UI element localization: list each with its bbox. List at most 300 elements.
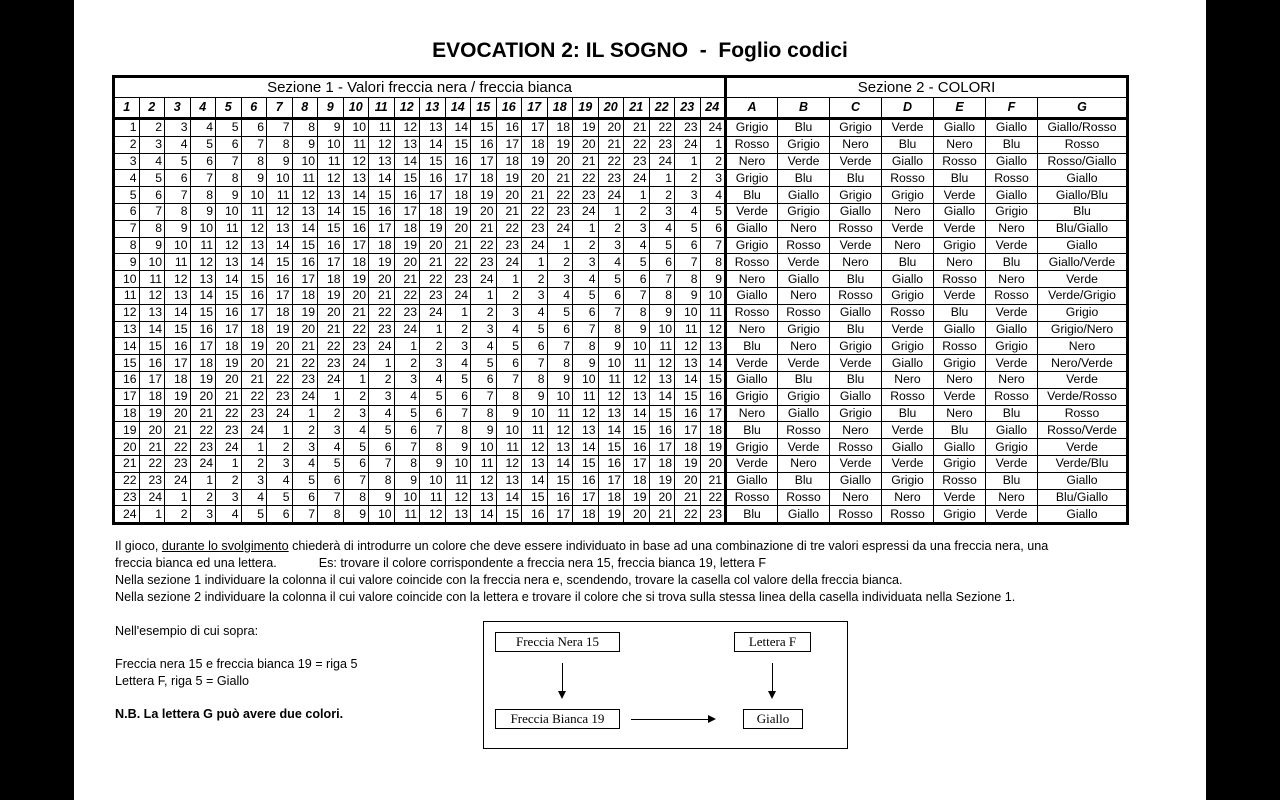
number-cell: 23 bbox=[522, 220, 548, 237]
number-cell: 8 bbox=[700, 254, 726, 271]
color-cell: Giallo bbox=[830, 472, 882, 489]
number-cell: 2 bbox=[267, 439, 293, 456]
number-cell: 18 bbox=[292, 287, 318, 304]
number-cell: 20 bbox=[649, 489, 675, 506]
number-cell: 24 bbox=[190, 455, 216, 472]
number-cell: 14 bbox=[241, 254, 267, 271]
number-cell: 24 bbox=[241, 422, 267, 439]
number-cell: 24 bbox=[420, 304, 446, 321]
color-cell: Grigio/Nero bbox=[1038, 321, 1128, 338]
number-cell: 24 bbox=[522, 237, 548, 254]
color-cell: Verde bbox=[986, 455, 1038, 472]
number-cell: 20 bbox=[292, 321, 318, 338]
number-cell: 11 bbox=[624, 355, 650, 372]
number-cell: 22 bbox=[394, 287, 420, 304]
color-cell: Rosso bbox=[986, 388, 1038, 405]
color-cell: Rosso/Giallo bbox=[1038, 153, 1128, 170]
number-cell: 1 bbox=[343, 371, 369, 388]
number-cell: 9 bbox=[445, 439, 471, 456]
number-cell: 7 bbox=[598, 304, 624, 321]
number-cell: 24 bbox=[700, 119, 726, 137]
color-cell: Blu bbox=[986, 136, 1038, 153]
number-cell: 18 bbox=[496, 153, 522, 170]
number-column-header: 23 bbox=[675, 98, 701, 119]
color-cell: Verde bbox=[778, 254, 830, 271]
table-row bbox=[114, 455, 1128, 472]
number-cell: 9 bbox=[292, 136, 318, 153]
number-cell: 8 bbox=[522, 371, 548, 388]
number-cell: 23 bbox=[190, 439, 216, 456]
number-cell: 16 bbox=[624, 439, 650, 456]
number-cell: 17 bbox=[190, 338, 216, 355]
number-column-header: 12 bbox=[394, 98, 420, 119]
number-cell: 11 bbox=[292, 170, 318, 187]
number-cell: 1 bbox=[522, 254, 548, 271]
number-cell: 20 bbox=[624, 506, 650, 524]
number-cell: 14 bbox=[598, 422, 624, 439]
number-cell: 2 bbox=[165, 506, 191, 524]
color-cell: Blu bbox=[882, 405, 934, 422]
color-cell: Nero bbox=[882, 237, 934, 254]
number-cell: 2 bbox=[318, 405, 344, 422]
number-cell: 21 bbox=[547, 170, 573, 187]
color-cell: Giallo bbox=[1038, 472, 1128, 489]
number-cell: 18 bbox=[573, 506, 599, 524]
color-cell: Grigio bbox=[934, 237, 986, 254]
color-cell: Verde bbox=[934, 220, 986, 237]
number-cell: 22 bbox=[598, 153, 624, 170]
number-cell: 6 bbox=[675, 237, 701, 254]
color-cell: Nero bbox=[778, 220, 830, 237]
number-cell: 7 bbox=[216, 153, 242, 170]
number-cell: 21 bbox=[394, 271, 420, 288]
table-row bbox=[114, 136, 1128, 153]
number-cell: 2 bbox=[496, 287, 522, 304]
number-cell: 23 bbox=[420, 287, 446, 304]
number-cell: 1 bbox=[496, 271, 522, 288]
number-cell: 2 bbox=[573, 237, 599, 254]
number-cell: 19 bbox=[522, 153, 548, 170]
number-cell: 22 bbox=[165, 439, 191, 456]
color-cell: Grigio bbox=[726, 388, 778, 405]
table-row bbox=[114, 439, 1128, 456]
color-cell: Rosso bbox=[882, 304, 934, 321]
number-cell: 21 bbox=[139, 439, 165, 456]
number-cell: 7 bbox=[496, 371, 522, 388]
number-cell: 3 bbox=[292, 439, 318, 456]
color-cell: Verde bbox=[986, 355, 1038, 372]
color-cell: Blu/Giallo bbox=[1038, 489, 1128, 506]
number-cell: 15 bbox=[496, 506, 522, 524]
number-cell: 11 bbox=[343, 136, 369, 153]
number-cell: 7 bbox=[267, 119, 293, 137]
number-cell: 23 bbox=[114, 489, 140, 506]
color-cell: Nero/Verde bbox=[1038, 355, 1128, 372]
number-cell: 9 bbox=[598, 338, 624, 355]
number-cell: 4 bbox=[496, 321, 522, 338]
color-cell: Rosso bbox=[778, 422, 830, 439]
color-cell: Giallo bbox=[934, 321, 986, 338]
number-cell: 14 bbox=[522, 472, 548, 489]
color-cell: Grigio bbox=[726, 170, 778, 187]
number-cell: 24 bbox=[292, 388, 318, 405]
color-cell: Giallo/Blu bbox=[1038, 187, 1128, 204]
number-cell: 3 bbox=[624, 220, 650, 237]
number-cell: 20 bbox=[675, 472, 701, 489]
number-cell: 13 bbox=[190, 271, 216, 288]
number-cell: 8 bbox=[216, 170, 242, 187]
color-cell: Nero bbox=[1038, 338, 1128, 355]
color-cell: Grigio bbox=[778, 203, 830, 220]
instruction-line-4: Nella sezione 2 individuare la colonna il cui valore coincide con la lettera e trovare il colore che si trova sulla stessa linea della casella individuata nella Sezione 1. bbox=[115, 590, 1016, 604]
number-cell: 20 bbox=[522, 170, 548, 187]
number-cell: 4 bbox=[241, 489, 267, 506]
number-cell: 4 bbox=[267, 472, 293, 489]
number-cell: 24 bbox=[471, 271, 497, 288]
number-cell: 20 bbox=[394, 254, 420, 271]
number-cell: 19 bbox=[496, 170, 522, 187]
number-cell: 21 bbox=[598, 136, 624, 153]
number-cell: 21 bbox=[522, 187, 548, 204]
number-cell: 24 bbox=[649, 153, 675, 170]
number-cell: 22 bbox=[343, 321, 369, 338]
color-cell: Giallo bbox=[986, 321, 1038, 338]
number-cell: 9 bbox=[700, 271, 726, 288]
number-cell: 23 bbox=[241, 405, 267, 422]
number-cell: 15 bbox=[216, 287, 242, 304]
color-cell: Nero bbox=[934, 136, 986, 153]
number-cell: 1 bbox=[649, 170, 675, 187]
number-cell: 4 bbox=[165, 136, 191, 153]
number-cell: 15 bbox=[700, 371, 726, 388]
color-cell: Nero bbox=[726, 153, 778, 170]
number-cell: 10 bbox=[420, 472, 446, 489]
color-cell: Giallo bbox=[726, 472, 778, 489]
number-cell: 20 bbox=[318, 304, 344, 321]
number-cell: 7 bbox=[420, 422, 446, 439]
color-cell: Nero bbox=[726, 405, 778, 422]
number-cell: 8 bbox=[165, 203, 191, 220]
number-cell: 15 bbox=[445, 136, 471, 153]
number-cell: 20 bbox=[267, 338, 293, 355]
number-cell: 12 bbox=[318, 170, 344, 187]
number-cell: 11 bbox=[241, 203, 267, 220]
number-cell: 17 bbox=[114, 388, 140, 405]
number-cell: 7 bbox=[547, 338, 573, 355]
number-cell: 10 bbox=[598, 355, 624, 372]
number-cell: 10 bbox=[292, 153, 318, 170]
number-cell: 1 bbox=[114, 119, 140, 137]
number-cell: 1 bbox=[675, 153, 701, 170]
number-cell: 17 bbox=[496, 136, 522, 153]
number-cell: 22 bbox=[369, 304, 395, 321]
color-cell: Rosso bbox=[726, 136, 778, 153]
number-cell: 4 bbox=[649, 220, 675, 237]
number-cell: 14 bbox=[675, 371, 701, 388]
number-cell: 17 bbox=[649, 439, 675, 456]
number-cell: 2 bbox=[471, 304, 497, 321]
number-cell: 13 bbox=[420, 119, 446, 137]
number-cell: 19 bbox=[216, 355, 242, 372]
number-cell: 17 bbox=[471, 153, 497, 170]
number-cell: 22 bbox=[649, 119, 675, 137]
color-cell: Verde bbox=[778, 355, 830, 372]
example-note: N.B. La lettera G può avere due colori. bbox=[115, 707, 344, 721]
color-cell: Giallo bbox=[934, 439, 986, 456]
number-cell: 5 bbox=[598, 271, 624, 288]
diagram-arrow-down-right-head bbox=[768, 691, 776, 699]
number-cell: 19 bbox=[394, 237, 420, 254]
number-column-header: 24 bbox=[700, 98, 726, 119]
number-cell: 22 bbox=[139, 455, 165, 472]
number-cell: 8 bbox=[369, 472, 395, 489]
instruction-line-1-end: chiederà di introdurre un colore che deve essere individuato in base ad una combinazione di tre valori espressi da una freccia nera, una bbox=[288, 539, 1049, 553]
number-cell: 2 bbox=[598, 220, 624, 237]
number-cell: 12 bbox=[190, 254, 216, 271]
color-cell: Nero bbox=[882, 489, 934, 506]
number-cell: 16 bbox=[241, 287, 267, 304]
number-cell: 5 bbox=[420, 388, 446, 405]
number-cell: 7 bbox=[114, 220, 140, 237]
number-cell: 18 bbox=[420, 203, 446, 220]
number-cell: 10 bbox=[139, 254, 165, 271]
color-cell: Nero bbox=[830, 136, 882, 153]
number-cell: 12 bbox=[420, 506, 446, 524]
number-cell: 17 bbox=[343, 237, 369, 254]
table-row bbox=[114, 153, 1128, 170]
color-cell: Giallo bbox=[778, 506, 830, 524]
color-cell: Nero bbox=[726, 321, 778, 338]
number-cell: 17 bbox=[573, 489, 599, 506]
number-cell: 15 bbox=[369, 187, 395, 204]
number-cell: 15 bbox=[522, 489, 548, 506]
number-cell: 5 bbox=[522, 321, 548, 338]
number-cell: 11 bbox=[445, 472, 471, 489]
number-cell: 6 bbox=[292, 489, 318, 506]
number-cell: 12 bbox=[471, 472, 497, 489]
color-cell: Blu bbox=[986, 472, 1038, 489]
instruction-line-1-start: Il gioco, bbox=[115, 539, 162, 553]
number-cell: 21 bbox=[675, 489, 701, 506]
number-cell: 22 bbox=[573, 170, 599, 187]
example-intro: Nell'esempio di cui sopra: bbox=[115, 624, 259, 638]
number-cell: 2 bbox=[369, 371, 395, 388]
diagram-arrow-down-right-shaft bbox=[772, 663, 773, 691]
section2-title: Sezione 2 - COLORI bbox=[726, 77, 1128, 98]
number-cell: 8 bbox=[445, 422, 471, 439]
number-cell: 19 bbox=[343, 271, 369, 288]
color-cell: Grigio bbox=[934, 506, 986, 524]
instruction-line-1 bbox=[115, 538, 1048, 555]
color-cell: Rosso bbox=[986, 170, 1038, 187]
number-cell: 9 bbox=[114, 254, 140, 271]
number-cell: 20 bbox=[165, 405, 191, 422]
table-row bbox=[114, 170, 1128, 187]
diagram-arrow-down-left-shaft bbox=[562, 663, 563, 691]
number-cell: 13 bbox=[318, 187, 344, 204]
color-cell: Nero bbox=[778, 338, 830, 355]
number-cell: 9 bbox=[139, 237, 165, 254]
number-cell: 21 bbox=[445, 237, 471, 254]
number-cell: 7 bbox=[241, 136, 267, 153]
number-cell: 4 bbox=[216, 506, 242, 524]
color-cell: Giallo bbox=[830, 203, 882, 220]
number-column-header: 13 bbox=[420, 98, 446, 119]
number-cell: 18 bbox=[241, 321, 267, 338]
number-cell: 9 bbox=[675, 287, 701, 304]
number-cell: 8 bbox=[241, 153, 267, 170]
number-cell: 9 bbox=[369, 489, 395, 506]
color-cell: Blu bbox=[986, 405, 1038, 422]
number-cell: 4 bbox=[675, 203, 701, 220]
number-cell: 20 bbox=[190, 388, 216, 405]
letter-column-header: B bbox=[778, 98, 830, 119]
number-cell: 15 bbox=[573, 455, 599, 472]
number-cell: 5 bbox=[190, 136, 216, 153]
number-cell: 2 bbox=[241, 455, 267, 472]
section1-title: Sezione 1 - Valori freccia nera / freccia bianca bbox=[114, 77, 726, 98]
number-cell: 9 bbox=[216, 187, 242, 204]
number-cell: 22 bbox=[445, 254, 471, 271]
number-cell: 3 bbox=[394, 371, 420, 388]
number-cell: 24 bbox=[573, 203, 599, 220]
color-cell: Giallo bbox=[778, 271, 830, 288]
number-cell: 3 bbox=[216, 489, 242, 506]
number-cell: 4 bbox=[139, 153, 165, 170]
number-cell: 1 bbox=[165, 489, 191, 506]
number-cell: 3 bbox=[649, 203, 675, 220]
number-cell: 13 bbox=[547, 439, 573, 456]
number-cell: 19 bbox=[547, 136, 573, 153]
number-cell: 22 bbox=[522, 203, 548, 220]
number-cell: 13 bbox=[649, 371, 675, 388]
instruction-line-3: Nella sezione 1 individuare la colonna il cui valore coincide con la freccia nera e, scendendo, trovare la casella col valore della freccia bianca. bbox=[115, 573, 903, 587]
number-cell: 24 bbox=[139, 489, 165, 506]
color-cell: Blu bbox=[830, 271, 882, 288]
number-cell: 19 bbox=[445, 203, 471, 220]
table-row bbox=[114, 271, 1128, 288]
number-cell: 14 bbox=[547, 455, 573, 472]
number-cell: 17 bbox=[598, 472, 624, 489]
number-cell: 21 bbox=[573, 153, 599, 170]
number-cell: 19 bbox=[675, 455, 701, 472]
color-cell: Nero bbox=[934, 254, 986, 271]
number-cell: 11 bbox=[496, 439, 522, 456]
number-cell: 15 bbox=[649, 405, 675, 422]
number-cell: 20 bbox=[241, 355, 267, 372]
number-cell: 16 bbox=[522, 506, 548, 524]
number-cell: 7 bbox=[165, 187, 191, 204]
color-cell: Blu bbox=[986, 254, 1038, 271]
number-cell: 21 bbox=[165, 422, 191, 439]
number-cell: 8 bbox=[394, 455, 420, 472]
number-cell: 18 bbox=[471, 170, 497, 187]
number-cell: 12 bbox=[369, 136, 395, 153]
number-cell: 15 bbox=[624, 422, 650, 439]
color-cell: Nero bbox=[726, 271, 778, 288]
number-cell: 6 bbox=[624, 271, 650, 288]
number-cell: 10 bbox=[318, 136, 344, 153]
color-cell: Giallo bbox=[934, 119, 986, 137]
diagram-arrow-right-head bbox=[708, 715, 716, 723]
number-cell: 21 bbox=[700, 472, 726, 489]
number-cell: 6 bbox=[649, 254, 675, 271]
number-cell: 5 bbox=[292, 472, 318, 489]
number-cell: 20 bbox=[216, 371, 242, 388]
color-cell: Rosso bbox=[934, 338, 986, 355]
number-cell: 18 bbox=[343, 254, 369, 271]
number-cell: 16 bbox=[700, 388, 726, 405]
color-cell: Blu bbox=[934, 170, 986, 187]
number-cell: 3 bbox=[675, 187, 701, 204]
color-cell: Giallo bbox=[882, 355, 934, 372]
column-header-row bbox=[114, 98, 1128, 119]
color-cell: Giallo bbox=[1038, 506, 1128, 524]
number-cell: 16 bbox=[318, 237, 344, 254]
number-cell: 19 bbox=[190, 371, 216, 388]
color-cell: Rosso bbox=[830, 220, 882, 237]
number-cell: 6 bbox=[700, 220, 726, 237]
number-cell: 15 bbox=[292, 237, 318, 254]
number-cell: 2 bbox=[343, 388, 369, 405]
number-cell: 12 bbox=[445, 489, 471, 506]
color-cell: Giallo bbox=[986, 153, 1038, 170]
number-cell: 15 bbox=[343, 203, 369, 220]
number-cell: 5 bbox=[139, 170, 165, 187]
number-cell: 16 bbox=[394, 187, 420, 204]
table-row bbox=[114, 506, 1128, 524]
number-cell: 14 bbox=[216, 271, 242, 288]
number-cell: 2 bbox=[700, 153, 726, 170]
color-cell: Nero bbox=[986, 271, 1038, 288]
number-column-header: 3 bbox=[165, 98, 191, 119]
color-cell: Rosso bbox=[830, 506, 882, 524]
number-cell: 20 bbox=[547, 153, 573, 170]
color-cell: Verde bbox=[882, 422, 934, 439]
number-column-header: 6 bbox=[241, 98, 267, 119]
number-cell: 3 bbox=[471, 321, 497, 338]
instruction-line-2: freccia bianca ed una lettera. Es: trovare il colore corrispondente a freccia nera 15, freccia bianca 19, lettera F bbox=[115, 556, 767, 570]
number-cell: 16 bbox=[165, 338, 191, 355]
color-cell: Blu bbox=[934, 304, 986, 321]
number-cell: 12 bbox=[598, 388, 624, 405]
number-cell: 20 bbox=[343, 287, 369, 304]
number-cell: 5 bbox=[649, 237, 675, 254]
number-column-header: 22 bbox=[649, 98, 675, 119]
number-cell: 5 bbox=[369, 422, 395, 439]
number-cell: 2 bbox=[114, 136, 140, 153]
table-row bbox=[114, 338, 1128, 355]
number-cell: 15 bbox=[139, 338, 165, 355]
number-cell: 19 bbox=[139, 405, 165, 422]
color-cell: Verde bbox=[778, 439, 830, 456]
number-cell: 24 bbox=[318, 371, 344, 388]
number-cell: 12 bbox=[496, 455, 522, 472]
number-cell: 12 bbox=[343, 153, 369, 170]
number-cell: 12 bbox=[675, 338, 701, 355]
number-cell: 7 bbox=[369, 455, 395, 472]
number-cell: 19 bbox=[420, 220, 446, 237]
number-cell: 1 bbox=[216, 455, 242, 472]
color-cell: Blu bbox=[830, 371, 882, 388]
number-cell: 3 bbox=[700, 170, 726, 187]
number-cell: 2 bbox=[190, 489, 216, 506]
color-cell: Rosso bbox=[778, 489, 830, 506]
number-cell: 1 bbox=[624, 187, 650, 204]
number-cell: 20 bbox=[139, 422, 165, 439]
color-cell: Grigio bbox=[726, 439, 778, 456]
number-cell: 6 bbox=[471, 371, 497, 388]
